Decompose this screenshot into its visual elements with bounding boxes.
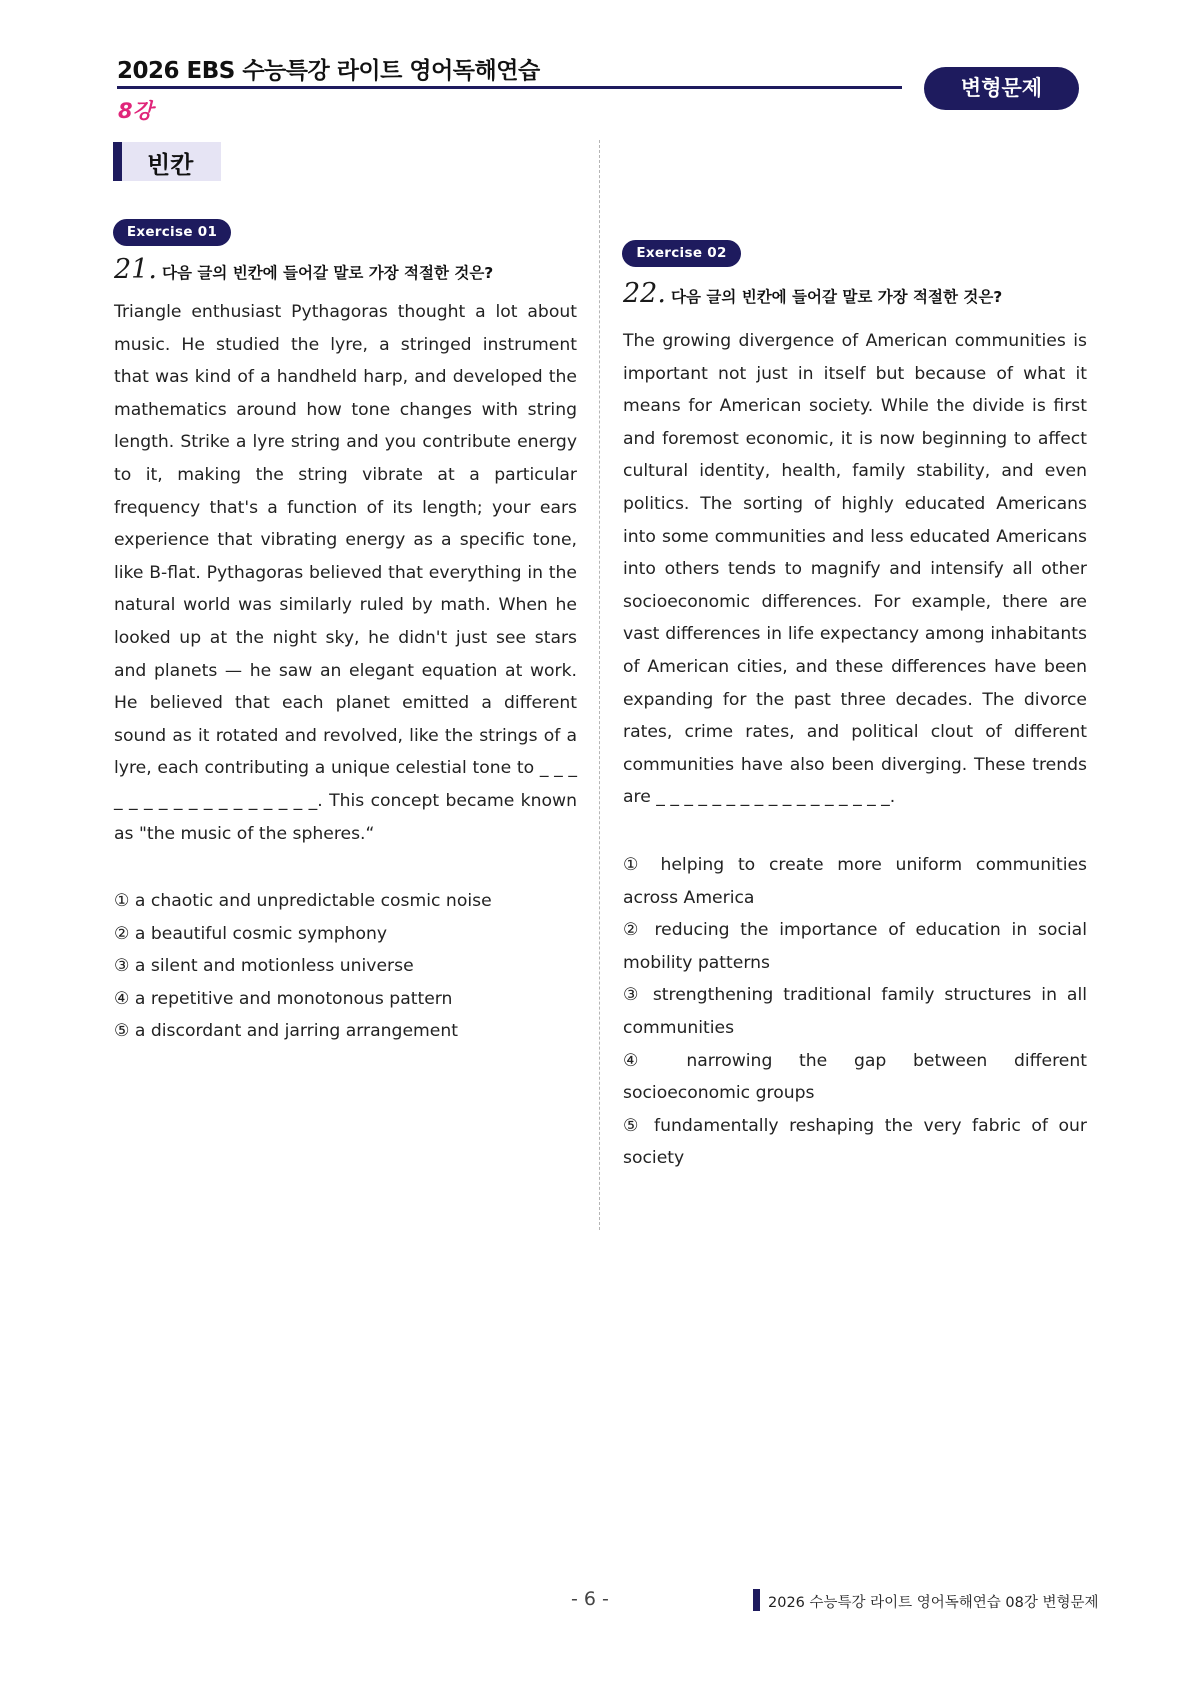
passage-21: [114, 296, 577, 850]
lesson-number: 8강: [118, 99, 153, 123]
question-instruction: 다음 글의 빈칸에 들어갈 말로 가장 적절한 것은?: [162, 264, 494, 282]
choice-5[interactable]: ⑤ a discordant and jarring arrangement: [114, 1021, 458, 1042]
footer-marker: [753, 1589, 760, 1611]
document-title: 2026 EBS 수능특강 라이트 영어독해연습: [117, 58, 540, 84]
choice-1[interactable]: ① a chaotic and unpredictable cosmic noise: [114, 891, 492, 911]
question-22-heading: [623, 278, 1002, 309]
choice-2[interactable]: ② a beautiful cosmic symphony: [114, 923, 388, 944]
choice-5[interactable]: ⑤ fundamentally reshaping the very fabric of our society: [623, 1115, 1087, 1169]
passage-text: The growing divergence of American communities is important not just in itself but because of what it means for American society. While the divide is first and foremost economic, it is now beginning to affect cultural identity, health, family stability, and even politics. The sorting of highly educated Americans into some communities and less educated Americans into others tends to magnify and intensify all other socioeconomic differences. For example, there are vast differences in life expectancy among inhabitants of American cities, and these differences have been expanding for the past three decades. The divorce rates, crime rates, and political clout of different communities have also been diverging. These trends are: [623, 331, 1087, 808]
question-21-heading: [114, 254, 493, 285]
exercise-01-pill: Exercise 01: [113, 219, 231, 246]
section-marker: [113, 142, 122, 181]
choice-3[interactable]: ③ a silent and motionless universe: [114, 956, 414, 977]
choice-1[interactable]: ① helping to create more uniform communities across America: [623, 855, 1087, 908]
choice-2[interactable]: ② reducing the importance of education in social mobility patterns: [623, 920, 1087, 973]
choice-3[interactable]: ③ strengthening traditional family structures in all communities: [623, 985, 1087, 1038]
question-instruction: 다음 글의 빈칸에 들어갈 말로 가장 적절한 것은?: [671, 288, 1003, 306]
passage-text-end: .: [889, 787, 896, 808]
variant-badge: 변형문제: [924, 67, 1079, 110]
footer-text: 2026 수능특강 라이트 영어독해연습 08강 변형문제: [768, 1595, 1099, 1611]
choice-4[interactable]: ④ a repetitive and monotonous pattern: [114, 988, 453, 1009]
exercise-02-pill: Exercise 02: [622, 240, 741, 267]
choices-22: [623, 849, 1087, 1175]
answer-blank: _ _ _ _ _ _ _ _ _ _ _ _ _ _ _ _ _: [656, 787, 890, 808]
column-divider: [599, 140, 600, 1230]
choice-4[interactable]: ④ narrowing the gap between different socioeconomic groups: [623, 1050, 1087, 1104]
answer-blank: _ _ _ _ _ _ _ _ _ _ _ _ _ _ _ _ _: [114, 758, 577, 811]
question-number: 21.: [114, 254, 157, 285]
choices-21: [114, 885, 577, 1048]
passage-22: [623, 325, 1087, 814]
question-number: 22.: [623, 278, 666, 309]
section-label: 빈칸: [147, 151, 194, 179]
passage-text-end: . This concept became known as "the music of the spheres.“: [114, 790, 577, 844]
passage-text: Triangle enthusiast Pythagoras thought a lot about music. He studied the lyre, a stringed instrument that was kind of a handheld harp, and developed the mathematics around how tone changes with string length. Strike a lyre string and you contribute energy to it, making the string vibrate at a particular frequency that's a function of its length; your ears experience that vibrating energy as a specific tone, like B-flat. Pythagoras believed that everything in the natural world was similarly ruled by math. When he looked up at the night sky, he didn't just see stars and planets — he saw an elegant equation at work. He believed that each planet emitted a different sound as it rotated and revolved, like the strings of a lyre, each contributing a unique celestial tone to: [114, 302, 577, 779]
header-rule: [117, 86, 902, 89]
page-number: - 6 -: [571, 1588, 609, 1610]
